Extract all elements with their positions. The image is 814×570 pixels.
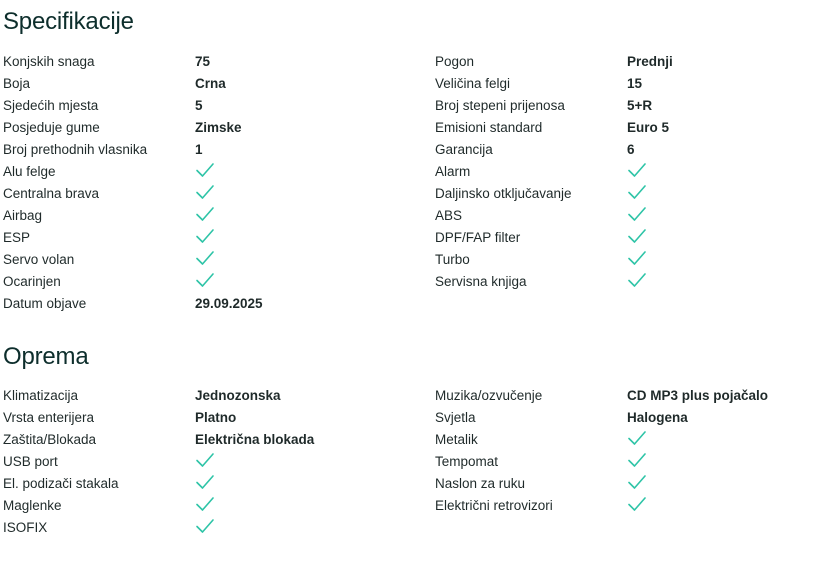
spec-value-alu-felge [195,161,215,183]
spec-label-datum-objave: Datum objave [3,296,87,311]
spec-label-garancija: Garancija [435,142,493,157]
spec-row [3,473,803,495]
spec-value-zastita-blokada: Električna blokada [195,432,315,447]
spec-value-klimatizacija: Jednozonska [195,388,281,403]
spec-value-isofix [195,517,215,539]
checkmark-icon [627,250,647,266]
spec-value-abs [627,205,647,227]
spec-row [3,139,803,161]
spec-row [3,51,803,73]
checkmark-icon [195,250,215,266]
checkmark-icon [627,496,647,512]
spec-value-alarm [627,161,647,183]
spec-label-alu-felge: Alu felge [3,164,56,179]
spec-value-servisna-knjiga [627,271,647,293]
spec-label-vrsta-enterijera: Vrsta enterijera [3,410,95,425]
spec-label-elektricni-retrovizori: Električni retrovizori [435,498,553,513]
checkmark-icon [195,162,215,178]
checkmark-icon [627,474,647,490]
checkmark-icon [195,228,215,244]
spec-row [3,517,803,539]
spec-label-el-podizaci-stakala: El. podizači stakala [3,476,119,491]
spec-value-garancija: 6 [627,142,635,157]
spec-value-maglenke [195,495,215,517]
spec-label-servisna-knjiga: Servisna knjiga [435,274,527,289]
spec-label-klimatizacija: Klimatizacija [3,388,79,403]
spec-value-broj-stepeni-prijenosa: 5+R [627,98,653,113]
spec-label-zastita-blokada: Zaštita/Blokada [3,432,97,447]
spec-value-centralna-brava [195,183,215,205]
spec-row [3,495,803,517]
spec-value-velicina-felgi: 15 [627,76,643,91]
specifikacije-grid [3,51,803,315]
oprema-grid [3,385,803,539]
spec-row [3,95,803,117]
checkmark-icon [627,206,647,222]
spec-value-svjetla: Halogena [627,410,688,425]
spec-label-velicina-felgi: Veličina felgi [435,76,511,91]
spec-row [3,205,803,227]
spec-value-daljinsko-otkljucavanje [627,183,647,205]
spec-label-centralna-brava: Centralna brava [3,186,100,201]
spec-value-airbag [195,205,215,227]
spec-label-naslon-za-ruku: Naslon za ruku [435,476,526,491]
spec-label-maglenke: Maglenke [3,498,62,513]
spec-row [3,161,803,183]
spec-label-esp: ESP [3,230,31,245]
spec-label-sjedecih-mjesta: Sjedećih mjesta [3,98,99,113]
spec-value-servo-volan [195,249,215,271]
spec-value-pogon: Prednji [627,54,673,69]
spec-value-boja: Crna [195,76,226,91]
checkmark-icon [195,452,215,468]
checkmark-icon [627,184,647,200]
spec-value-sjedecih-mjesta: 5 [195,98,203,113]
checkmark-icon [627,228,647,244]
spec-label-konjskih-snaga: Konjskih snaga [3,54,95,69]
spec-label-usb-port: USB port [3,454,58,469]
spec-label-posjeduje-gume: Posjeduje gume [3,120,100,135]
checkmark-icon [195,496,215,512]
spec-row [3,73,803,95]
spec-value-posjeduje-gume: Zimske [195,120,242,135]
spec-value-naslon-za-ruku [627,473,647,495]
spec-row [3,227,803,249]
spec-label-emisioni-standard: Emisioni standard [435,120,543,135]
spec-label-turbo: Turbo [435,252,470,267]
spec-label-daljinsko-otkljucavanje: Daljinsko otključavanje [435,186,572,201]
spec-label-boja: Boja [3,76,31,91]
spec-label-servo-volan: Servo volan [3,252,75,267]
spec-value-dpf-fap-filter [627,227,647,249]
spec-value-usb-port [195,451,215,473]
checkmark-icon [627,272,647,288]
spec-value-metalik [627,429,647,451]
spec-label-dpf-fap-filter: DPF/FAP filter [435,230,521,245]
spec-row [3,271,803,293]
spec-label-alarm: Alarm [435,164,471,179]
spec-value-muzika-ozvucenje: CD MP3 plus pojačalo [627,388,769,403]
checkmark-icon [627,430,647,446]
spec-value-tempomat [627,451,647,473]
checkmark-icon [195,272,215,288]
spec-label-svjetla: Svjetla [435,410,476,425]
spec-value-datum-objave: 29.09.2025 [195,296,263,311]
oprema-title: Oprema [3,343,89,370]
spec-value-konjskih-snaga: 75 [195,54,211,69]
spec-label-ocarinjen: Ocarinjen [3,274,61,289]
spec-label-abs: ABS [435,208,463,223]
spec-row [3,407,803,429]
spec-value-esp [195,227,215,249]
checkmark-icon [627,452,647,468]
checkmark-icon [195,206,215,222]
spec-value-turbo [627,249,647,271]
checkmark-icon [195,518,215,534]
spec-value-elektricni-retrovizori [627,495,647,517]
spec-value-ocarinjen [195,271,215,293]
spec-row [3,249,803,271]
spec-label-muzika-ozvucenje: Muzika/ozvučenje [435,388,543,403]
spec-value-el-podizaci-stakala [195,473,215,495]
spec-value-vrsta-enterijera: Platno [195,410,237,425]
spec-value-broj-prethodnih-vlasnika: 1 [195,142,203,157]
spec-label-isofix: ISOFIX [3,520,48,535]
spec-label-pogon: Pogon [435,54,475,69]
checkmark-icon [195,184,215,200]
spec-row [3,183,803,205]
spec-value-emisioni-standard: Euro 5 [627,120,670,135]
spec-row [3,429,803,451]
spec-row [3,385,803,407]
spec-row [3,451,803,473]
spec-label-airbag: Airbag [3,208,43,223]
checkmark-icon [627,162,647,178]
spec-row [3,293,803,315]
spec-label-tempomat: Tempomat [435,454,499,469]
spec-label-broj-prethodnih-vlasnika: Broj prethodnih vlasnika [3,142,148,157]
spec-label-metalik: Metalik [435,432,478,447]
spec-label-broj-stepeni-prijenosa: Broj stepeni prijenosa [435,98,565,113]
spec-row [3,117,803,139]
specifikacije-title: Specifikacije [3,8,134,35]
checkmark-icon [195,474,215,490]
